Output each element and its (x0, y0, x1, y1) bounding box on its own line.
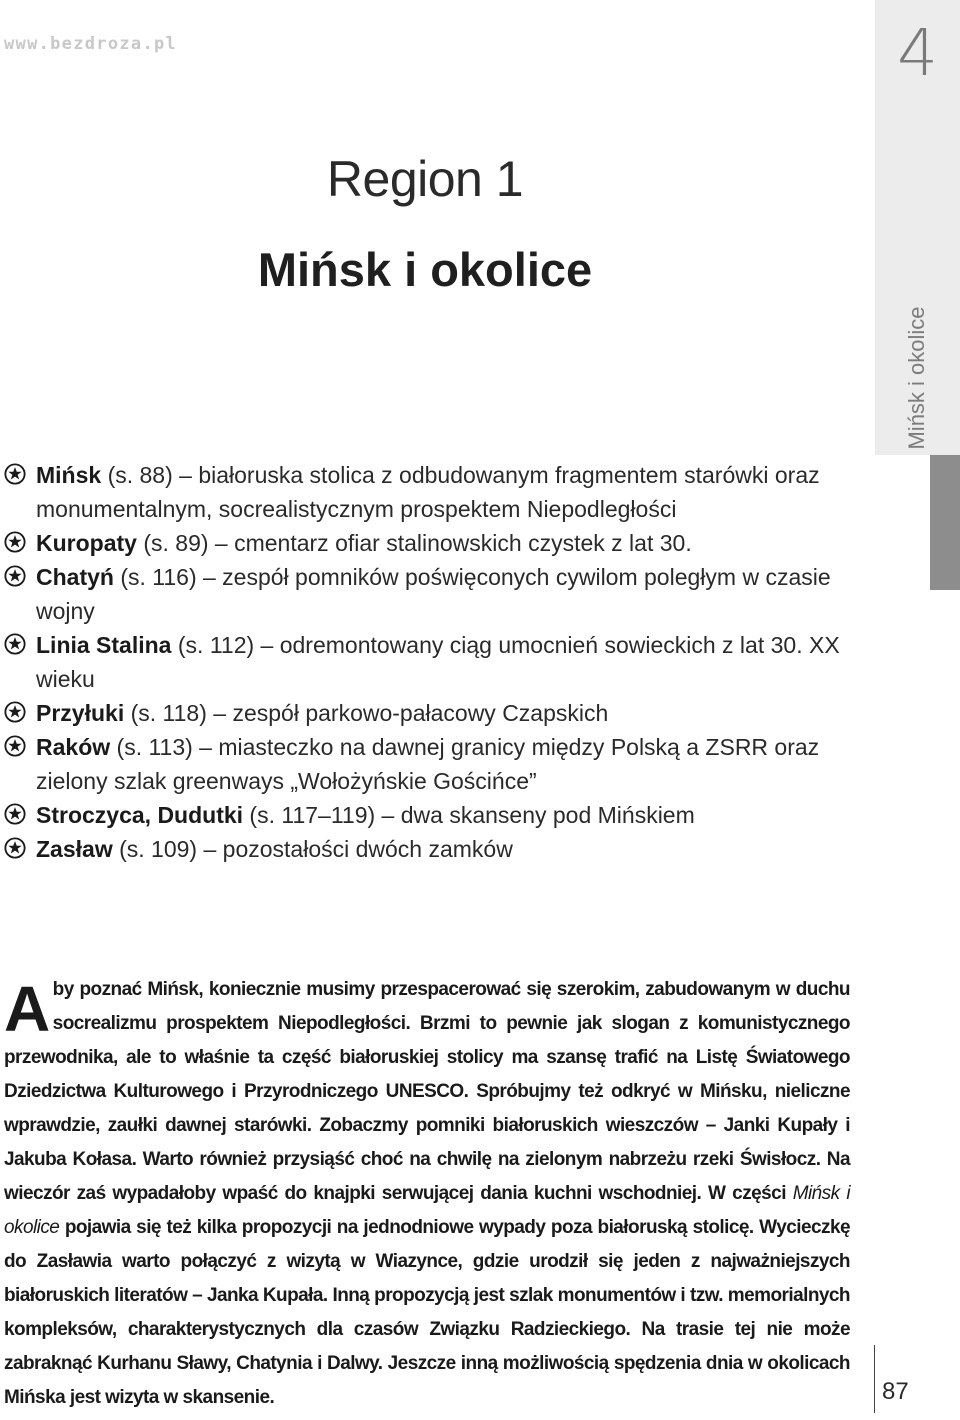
highlight-text: (s. 117–119) – dwa skanseny pod Mińskiem (243, 802, 695, 828)
page-title: Mińsk i okolice (257, 243, 593, 296)
star-circle-icon (4, 837, 26, 859)
highlight-item (4, 798, 854, 832)
highlight-text: (s. 116) – zespół pomników poświęconych cywilom poległym w czasie wojny (36, 564, 831, 624)
intro-text-italic: Mińsk i okolice (4, 1183, 851, 1238)
highlight-item (4, 458, 854, 526)
highlight-name: Linia Stalina (36, 632, 172, 658)
star-circle-icon (4, 531, 26, 553)
highlight-name: Przyłuki (36, 700, 125, 726)
highlight-name: Mińsk (36, 462, 102, 488)
region-heading: Region 1 (326, 151, 524, 207)
highlight-item (4, 696, 854, 730)
site-watermark: www.bezdroza.pl (4, 34, 178, 54)
chapter-side-marker (930, 455, 960, 590)
page-number-rule (874, 1345, 875, 1413)
highlight-name: Kuropaty (36, 530, 137, 556)
star-circle-icon (4, 463, 26, 485)
highlight-text: (s. 112) – odremontowany ciąg umocnień sowieckich z lat 30. XX wieku (36, 632, 840, 692)
highlight-item (4, 560, 854, 628)
star-circle-icon (4, 803, 26, 825)
highlight-name: Chatyń (36, 564, 114, 590)
highlight-name: Raków (36, 734, 111, 760)
chapter-side-tab (875, 0, 960, 455)
highlight-item (4, 526, 854, 560)
highlight-text: (s. 109) – pozostałości dwóch zamków (112, 836, 513, 862)
drop-cap: A (4, 973, 50, 1045)
highlight-name: Stroczyca, Dudutki (36, 802, 244, 828)
page-number: 87 (882, 1378, 909, 1405)
highlight-text: (s. 89) – cmentarz ofiar stalinowskich czystek z lat 30. (136, 530, 692, 556)
intro-text-part1: by poznać Mińsk, koniecznie musimy przespacerować się szerokim, zabudowanym w duchu socrealizmu prospektem Niepodległości. Brzmi to pewnie jak slogan z komunistycznego przewodnika, ale to właśnie ta część białoruskiej stolicy ma szansę trafić na Listę Światowego Dziedzictwa Kulturowego i Przyrodniczego UNESCO. Spróbujmy też odkryć w Mińsku, nieliczne wprawdzie, zaułki dawnej starówki. Zobaczmy pomniki białoruskich wieszczów – Janki Kupały i Jakuba Kołasa. Warto również przysiąść choć na chwilę na zielonym nabrzeżu rzeki Świsłocz. Na wieczór zaś wypadałoby wpaść do knajpki serwującej dania kuchni wschodniej. W części (4, 979, 850, 1204)
highlight-item (4, 832, 854, 866)
highlight-item (4, 628, 854, 696)
highlight-text: (s. 88) – białoruska stolica z odbudowanym fragmentem starówki oraz monumentalnym, socrealistycznym prospektem Niepodległości (36, 462, 820, 522)
highlights-list (4, 458, 854, 866)
highlight-name: Zasław (36, 836, 113, 862)
chapter-number: 4 (897, 17, 938, 91)
highlight-item (4, 730, 854, 798)
intro-paragraph (4, 973, 850, 1415)
highlight-text: (s. 118) – zespół parkowo-pałacowy Czapskich (124, 700, 609, 726)
highlight-text: (s. 113) – miasteczko na dawnej granicy między Polską a ZSRR oraz zielony szlak greenways „Wołożyńskie Gościńce” (36, 734, 820, 794)
intro-text-part2: pojawia się też kilka propozycji na jednodniowe wypady poza białoruską stolicę. Wycieczkę do Zasławia warto połączyć z wizytą w Wiazynce, gdzie urodził się jeden z najważniejszych białoruskich literatów – Janka Kupała. Inną propozycją jest szlak monumentów i tzw. memorialnych kompleksów, charakterystycznych dla czasów Związku Radzieckiego. Na trasie tej nie może zabraknąć Kurhanu Sławy, Chatynia i Dalwy. Jeszcze inną możliwością spędzenia dnia w okolicach Mińska jest wizyta w skansenie. (4, 1217, 850, 1408)
star-circle-icon (4, 565, 26, 587)
star-circle-icon (4, 633, 26, 655)
chapter-side-label: Mińsk i okolice (904, 306, 929, 450)
star-circle-icon (4, 701, 26, 723)
star-circle-icon (4, 735, 26, 757)
